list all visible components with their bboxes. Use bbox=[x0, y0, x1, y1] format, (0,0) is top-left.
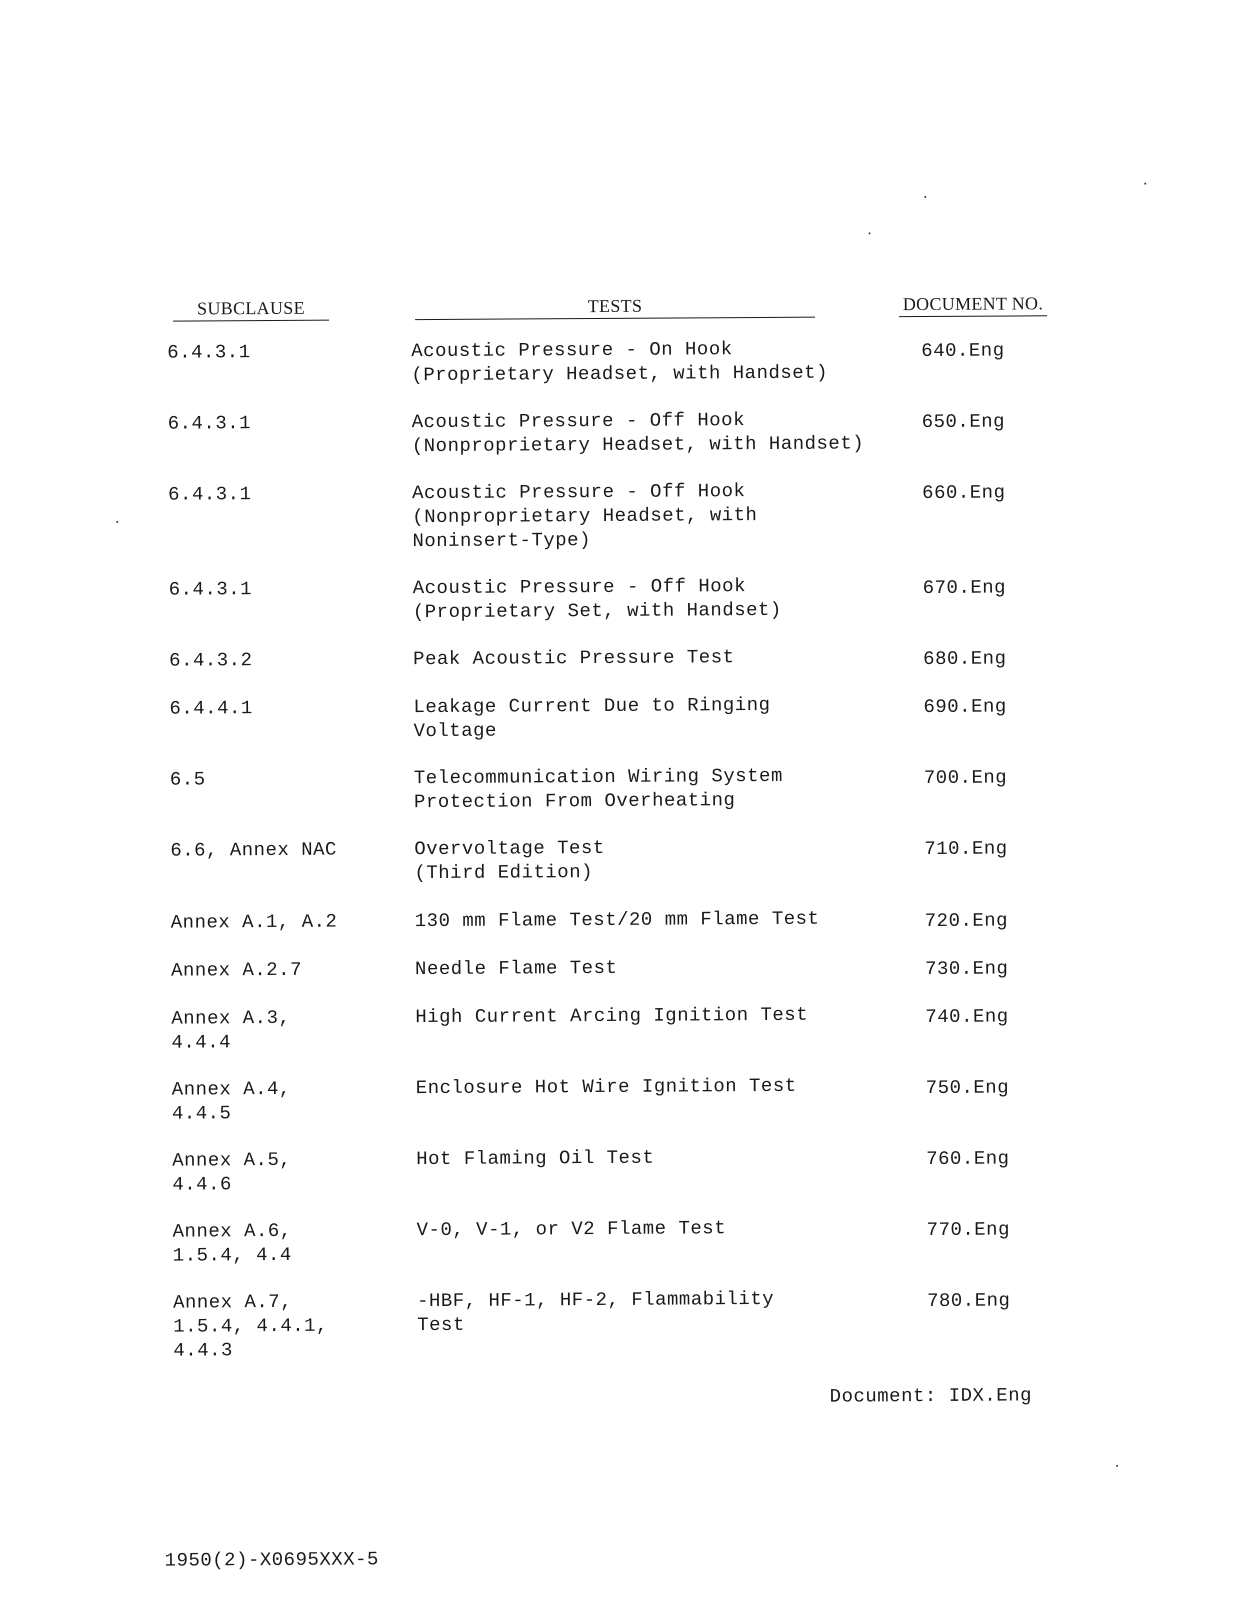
document-number-cell: 670.Eng bbox=[922, 576, 1007, 600]
subclause-cell: 6.4.3.1 bbox=[168, 483, 252, 506]
table-row bbox=[1, 952, 1237, 982]
table-row bbox=[1, 904, 1237, 934]
test-cell: Leakage Current Due to Ringing Voltage bbox=[413, 693, 771, 743]
scan-speck bbox=[116, 521, 118, 523]
test-cell: 130 mm Flame Test/20 mm Flame Test bbox=[414, 907, 820, 933]
table-row bbox=[0, 690, 1236, 743]
scan-speck bbox=[1116, 1465, 1118, 1467]
test-cell: Hot Flaming Oil Test bbox=[416, 1146, 655, 1171]
subclause-cell: Annex A.3, 4.4.4 bbox=[171, 1006, 291, 1054]
subclause-cell: Annex A.7, 1.5.4, 4.4.1, 4.4.3 bbox=[172, 1290, 329, 1362]
test-cell: Peak Acoustic Pressure Test bbox=[413, 646, 735, 671]
test-cell: Acoustic Pressure - Off Hook (Nonproprietary Headset, with Noninsert-Type) bbox=[412, 480, 758, 553]
subclause-cell: 6.4.4.1 bbox=[169, 697, 253, 720]
subclause-cell: Annex A.2.7 bbox=[170, 958, 303, 982]
document-number-cell: 710.Eng bbox=[924, 837, 1008, 861]
subclause-cell: 6.4.3.1 bbox=[167, 341, 251, 364]
test-cell: Telecommunication Wiring System Protection From Overheating bbox=[413, 764, 783, 814]
table-row bbox=[0, 476, 1235, 553]
document-number-cell: 700.Eng bbox=[923, 766, 1008, 790]
subclause-cell: 6.4.3.1 bbox=[168, 578, 253, 601]
test-cell: Overvoltage Test (Third Edition) bbox=[414, 836, 605, 885]
table-row bbox=[2, 1071, 1237, 1125]
test-cell: Acoustic Pressure - Off Hook (Nonproprietary Headset, with Handset) bbox=[411, 409, 865, 458]
scan-speck bbox=[924, 196, 926, 198]
document-number-cell: 650.Eng bbox=[921, 410, 1006, 434]
test-cell: Needle Flame Test bbox=[414, 956, 618, 981]
test-cell: Acoustic Pressure - On Hook (Proprietary Headset, with Handset) bbox=[411, 338, 829, 387]
document-number-cell: 770.Eng bbox=[926, 1218, 1011, 1242]
test-cell: Acoustic Pressure - Off Hook (Proprietary Set, with Handset) bbox=[412, 575, 782, 624]
test-cell: High Current Arcing Ignition Test bbox=[415, 1003, 809, 1029]
scan-speck bbox=[1144, 183, 1146, 185]
document-number-cell: 740.Eng bbox=[925, 1005, 1009, 1029]
subclause-cell: 6.5 bbox=[169, 768, 206, 791]
table-row bbox=[3, 1284, 1237, 1362]
subclause-cell: 6.4.3.2 bbox=[169, 649, 253, 672]
document-number-cell: 780.Eng bbox=[926, 1289, 1011, 1313]
document-number-cell: 750.Eng bbox=[925, 1076, 1010, 1100]
table-row bbox=[0, 334, 1234, 387]
document-id: 1950(2)-X0695XXX-5 bbox=[164, 1548, 379, 1572]
subclause-cell: Annex A.5, 4.4.6 bbox=[172, 1148, 292, 1196]
subclause-cell: Annex A.6, 1.5.4, 4.4 bbox=[172, 1219, 292, 1267]
document-number-cell: 680.Eng bbox=[923, 647, 1007, 671]
table-row bbox=[0, 832, 1237, 885]
document-number-cell: 730.Eng bbox=[924, 957, 1009, 981]
header-document-no: DOCUMENT NO. bbox=[899, 293, 1047, 317]
header-subclause: SUBCLAUSE bbox=[173, 298, 329, 322]
document-number-cell: 660.Eng bbox=[922, 481, 1006, 505]
scan-speck bbox=[869, 232, 871, 234]
table-row bbox=[0, 571, 1236, 624]
table-row bbox=[2, 1142, 1237, 1196]
document-number-cell: 690.Eng bbox=[923, 695, 1007, 719]
table-row bbox=[0, 642, 1236, 672]
subclause-cell: 6.4.3.1 bbox=[167, 412, 252, 435]
document-number-cell: 640.Eng bbox=[921, 339, 1005, 363]
table-row bbox=[0, 761, 1237, 814]
document-number-cell: 720.Eng bbox=[924, 909, 1009, 933]
table-row bbox=[3, 1213, 1237, 1267]
test-cell: V-0, V-1, or V2 Flame Test bbox=[416, 1217, 727, 1242]
header-tests: TESTS bbox=[415, 295, 815, 320]
table-row bbox=[1, 1000, 1237, 1054]
document-number-cell: 760.Eng bbox=[926, 1147, 1010, 1171]
subclause-cell: 6.6, Annex NAC bbox=[170, 838, 338, 862]
table-row bbox=[0, 405, 1235, 458]
document-reference: Document: IDX.Eng bbox=[829, 1384, 1033, 1408]
subclause-cell: Annex A.4, 4.4.5 bbox=[171, 1077, 291, 1125]
test-cell: -HBF, HF-1, HF-2, Flammability Test bbox=[416, 1287, 775, 1337]
subclause-cell: Annex A.1, A.2 bbox=[170, 910, 338, 934]
test-cell: Enclosure Hot Wire Ignition Test bbox=[415, 1074, 797, 1100]
